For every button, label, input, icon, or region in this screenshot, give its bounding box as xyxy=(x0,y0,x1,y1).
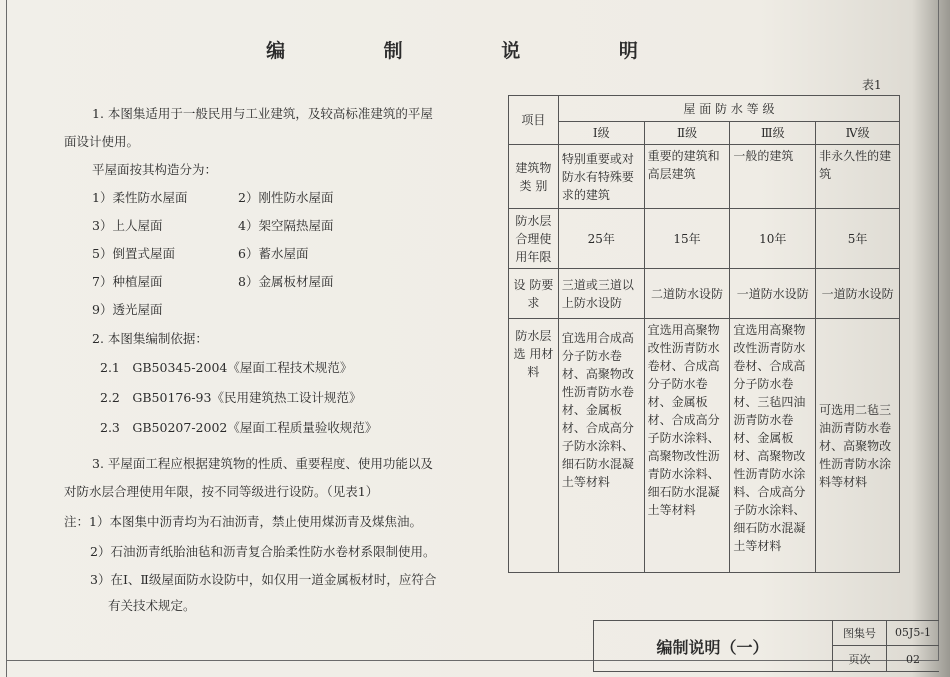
table-cell: 宜选用高聚物改性沥青防水卷材、合成高分子防水卷材、三毡四油沥青防水卷材、金属板材、高聚物改性沥青防水涂料、合成高分子防水涂料、细石防水混凝土等材料 xyxy=(730,319,816,573)
table-cell: 25年 xyxy=(558,209,644,269)
reference-item: 2.1 GB50345-2004《屋面工程技术规范》 xyxy=(100,360,353,375)
list-item: 2）刚性防水屋面 xyxy=(238,190,334,205)
table-cell: 10年 xyxy=(730,209,816,269)
atlas-number-label: 图集号 xyxy=(833,620,887,646)
row-label: 设 防要 求 xyxy=(509,269,559,319)
text-line: 对防水层合理使用年限，按不同等级进行设防。（见表1） xyxy=(64,484,379,499)
list-item: 7）种植屋面 xyxy=(92,274,163,289)
reference-item: 2.3 GB50207-2002《屋面工程质量验收规范》 xyxy=(100,420,378,435)
note-line: 2）石油沥青纸胎油毡和沥青复合胎柔性防水卷材系限制使用。 xyxy=(90,544,436,559)
list-item: 3）上人屋面 xyxy=(92,218,163,233)
text-line: 2. 本图集编制依据： xyxy=(92,331,208,346)
table-cell: 特别重要或对防水有特殊要求的建筑 xyxy=(558,145,644,209)
sheet-border-left xyxy=(6,0,7,677)
note-line: 注：1）本图集中沥青均为石油沥青，禁止使用煤沥青及煤焦油。 xyxy=(64,514,422,529)
header-item: 项目 xyxy=(509,96,559,145)
list-item: 5）倒置式屋面 xyxy=(92,246,175,261)
grade-header: Ⅳ级 xyxy=(816,122,900,145)
list-item: 4）架空隔热屋面 xyxy=(238,218,334,233)
atlas-number-value: 05J5-1 xyxy=(887,620,939,646)
grade-header: Ⅱ级 xyxy=(644,122,730,145)
list-item: 9）透光屋面 xyxy=(92,302,163,317)
table-cell: 非永久性的建筑 xyxy=(816,145,900,209)
table-cell: 宜选用高聚物改性沥青防水卷材、合成高分子防水卷材、金属板材、合成高分子防水涂料、高聚物改性沥青防水涂料、细石防水混凝土等材料 xyxy=(644,319,730,573)
sheet-border-right xyxy=(938,0,939,660)
page-number-label: 页次 xyxy=(833,646,887,672)
table-cell: 重要的建筑和高层建筑 xyxy=(644,145,730,209)
table-cell: 一道防水设防 xyxy=(816,269,900,319)
table-row xyxy=(509,209,900,269)
page-number-value: 02 xyxy=(906,652,920,666)
text-line: 3. 平屋面工程应根据建筑物的性质、重要程度、使用功能以及 xyxy=(92,456,433,471)
note-line: 有关技术规定。 xyxy=(108,598,196,613)
table-cell: 可选用二毡三油沥青防水卷材、高聚物改性沥青防水涂料等材料 xyxy=(816,319,900,573)
header-group: 屋 面 防 水 等 级 xyxy=(558,96,899,122)
table-number: 表1 xyxy=(862,78,882,92)
table-cell: 一般的建筑 xyxy=(730,145,816,209)
row-label: 防水层选 用材 料 xyxy=(509,319,559,573)
table-cell: 一道防水设防 xyxy=(730,269,816,319)
table-cell: 三道或三道以上防水设防 xyxy=(558,269,644,319)
reference-item: 2.2 GB50176-93《民用建筑热工设计规范》 xyxy=(100,390,362,405)
table-cell: 5年 xyxy=(816,209,900,269)
row-label: 建筑物类 别 xyxy=(509,145,559,209)
grade-header: Ⅰ级 xyxy=(558,122,644,145)
list-item: 6）蓄水屋面 xyxy=(238,246,309,261)
table-row xyxy=(509,319,900,573)
text-line: 1. 本图集适用于一般民用与工业建筑，及较高标准建筑的平屋 xyxy=(92,106,433,121)
table-cell: 宜选用合成高分子防水卷材、高聚物改性沥青防水卷材、金属板材、合成高分子防水涂料、细石防水混凝土等材料 xyxy=(558,319,644,573)
title-block-name: 编制说明（一） xyxy=(593,620,833,672)
waterproof-grade-table xyxy=(508,95,900,573)
table-row xyxy=(509,145,900,209)
row-label: 防水层合理使用年限 xyxy=(509,209,559,269)
grade-header: Ⅲ级 xyxy=(730,122,816,145)
note-line: 3）在Ⅰ、Ⅱ级屋面防水设防中，如仅用一道金属板材时，应符合 xyxy=(90,572,437,587)
table-row xyxy=(509,269,900,319)
table-cell: 二道防水设防 xyxy=(644,269,730,319)
list-item: 1）柔性防水屋面 xyxy=(92,190,188,205)
table-cell: 15年 xyxy=(644,209,730,269)
text-line: 面设计使用。 xyxy=(64,134,140,149)
page-title: 编 制 说 明 xyxy=(266,40,684,62)
text-line: 平屋面按其构造分为： xyxy=(92,162,218,177)
list-item: 8）金属板材屋面 xyxy=(238,274,334,289)
